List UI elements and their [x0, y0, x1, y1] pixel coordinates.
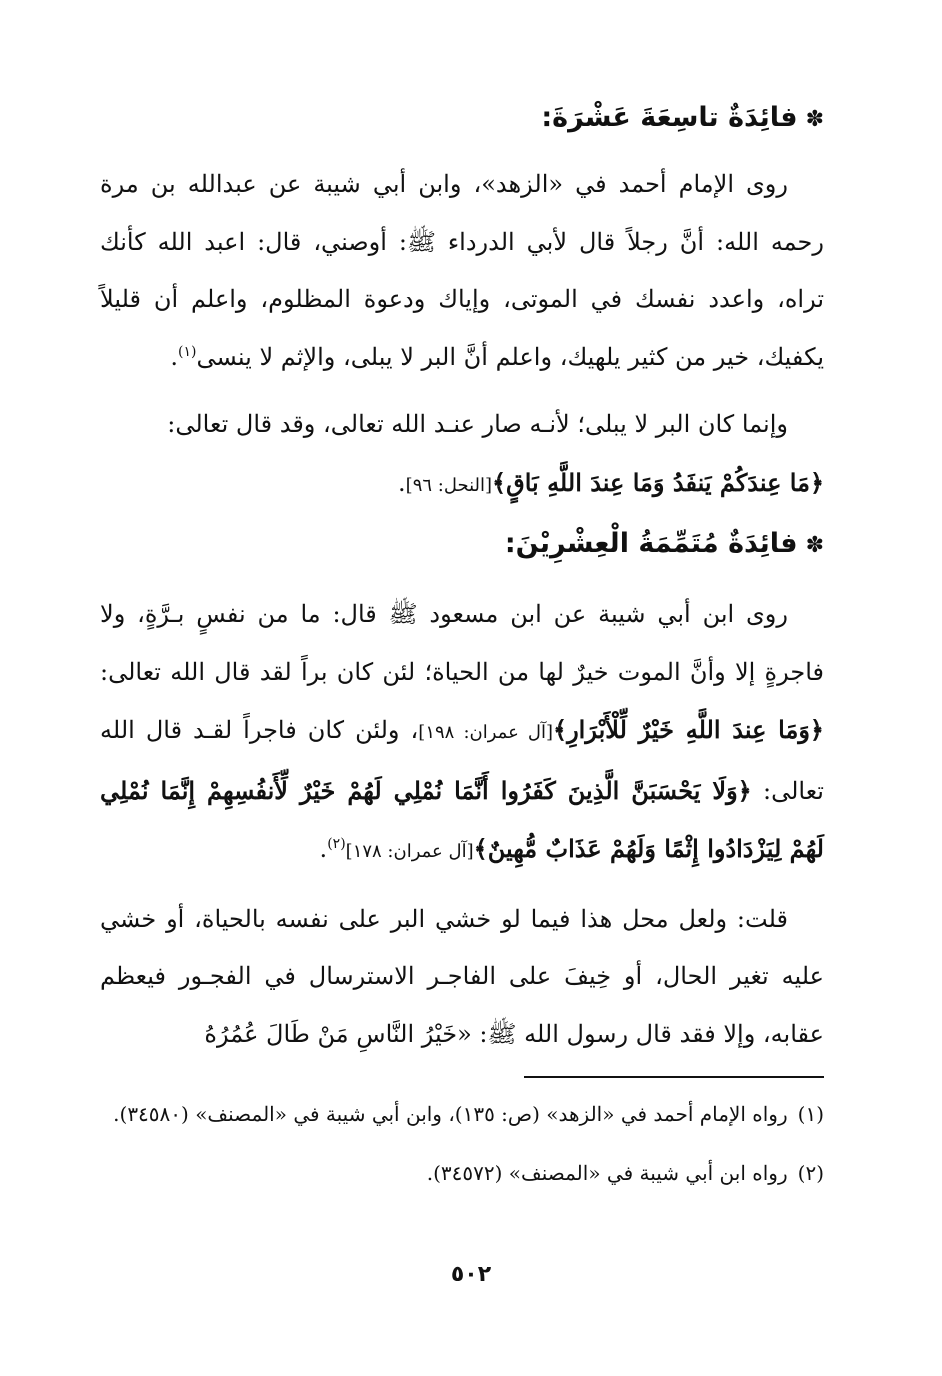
quran-verse-2: ﴿وَمَا عِندَ اللَّهِ خَيْرٌ لِّلْأَبْرَارِ﴾ [553, 715, 824, 744]
verse-reference-3: [آل عمران: ١٧٨] [345, 841, 474, 862]
section-heading-20: ✽فائِدَةٌ مُتَمِّمَةُ الْعِشْرِيْنَ: [504, 528, 824, 559]
paragraph-20-2: قلت: ولعل محل هذا فيما لو خشي البر على نفسه بالحياة، أو خشي عليه تغير الحال، أو خِيفَ على الفاجـر الاسترسال في الفجـور فيعظم عقابه، وإلا فقد قال رسول الله ﷺ: «خَيْرُ النَّاسِ مَنْ طَالَ عُمُرُهُ [100, 904, 824, 1048]
verse-reference-1: [النحل: ٩٦] [405, 474, 493, 496]
quran-verse-1: ﴿مَا عِندَكُمْ يَنفَدُ وَمَا عِندَ اللَّهِ بَاقٍ﴾ [492, 467, 824, 497]
section-heading-19: ✽فائِدَةٌ تاسِعَةَ عَشْرَةَ: [541, 102, 824, 133]
footnote-ref-1: (١) [178, 343, 197, 360]
footnote-ref-2: (٢) [327, 836, 346, 852]
footnotes [100, 1093, 824, 1211]
page-number: ٥٠٢ [450, 1262, 492, 1287]
footnote-2: (٢)رواه ابن أبي شيبة في «المصنف» (٣٤٥٧٢). [426, 1161, 824, 1185]
footnote-1: (١)رواه الإمام أحمد في «الزهد» (ص: ١٣٥)، وابن أبي شيبة في «المصنف» (٣٤٥٨٠). [113, 1102, 824, 1126]
main-text [100, 88, 824, 1063]
quran-verse-3: ﴿وَلَا يَحْسَبَنَّ الَّذِينَ كَفَرُوا أَنَّمَا نُمْلِي لَهُمْ خَيْرٌ لِّأَنفُسِهِمْ إِنَّمَا نُمْلِي لَهُمْ لِيَزْدَادُوا إِثْمًا وَلَهُمْ عَذَابٌ مُّهِينٌ﴾ [100, 775, 824, 863]
verse-reference-2: [آل عمران: ١٩٨] [418, 722, 554, 743]
star-bullet-icon: ✽ [805, 533, 824, 558]
footnote-divider [524, 1076, 824, 1078]
paragraph-20-1: روى ابن أبي شيبة عن ابن مسعود ﷺ قال: ما من نفسٍ بـرَّةٍ، ولا فاجرةٍ إلا وأنَّ الموت خيرٌ لها من الحياة؛ لئن كان براً لقد قال الله تعالى: ﴿وَمَا عِندَ اللَّهِ خَيْرٌ لِّلْأَبْرَارِ﴾[آل عمران: ١٩٨]، ولئن كان فاجراً لقـد قال الله تعالى: ﴿وَلَا يَحْسَبَنَّ الَّذِينَ كَفَرُوا أَنَّمَا نُمْلِي لَهُمْ خَيْرٌ لِّأَنفُسِهِمْ إِنَّمَا نُمْلِي لَهُمْ لِيَزْدَادُوا إِثْمًا وَلَهُمْ عَذَابٌ مُّهِينٌ﴾[آل عمران: ١٧٨]$^{(٢)}$. [100, 600, 824, 863]
paragraph-19-2: وإنما كان البر لا يبلى؛ لأنـه صار عنـد الله تعالى، وقد قال تعالى: ﴿مَا عِندَكُمْ يَنفَدُ وَمَا عِندَ اللَّهِ بَاقٍ﴾[النحل: ٩٦]. [167, 410, 824, 497]
paragraph-19-1: روى الإمام أحمد في «الزهد»، وابن أبي شيبة عن عبدالله بن مرة رحمه الله: أنَّ رجلاً قال لأبي الدرداء ﷺ: أوصني، قال: اعبد الله كأنك تراه، واعدد نفسك في الموتى، وإياك ودعوة المظلوم، واعلم أن قليلاً يكفيك، خير من كثير يلهيك، واعلم أنَّ البر لا يبلى، والإثم لا ينسى$^{(١)}$. [100, 170, 824, 371]
star-bullet-icon: ✽ [805, 107, 824, 132]
